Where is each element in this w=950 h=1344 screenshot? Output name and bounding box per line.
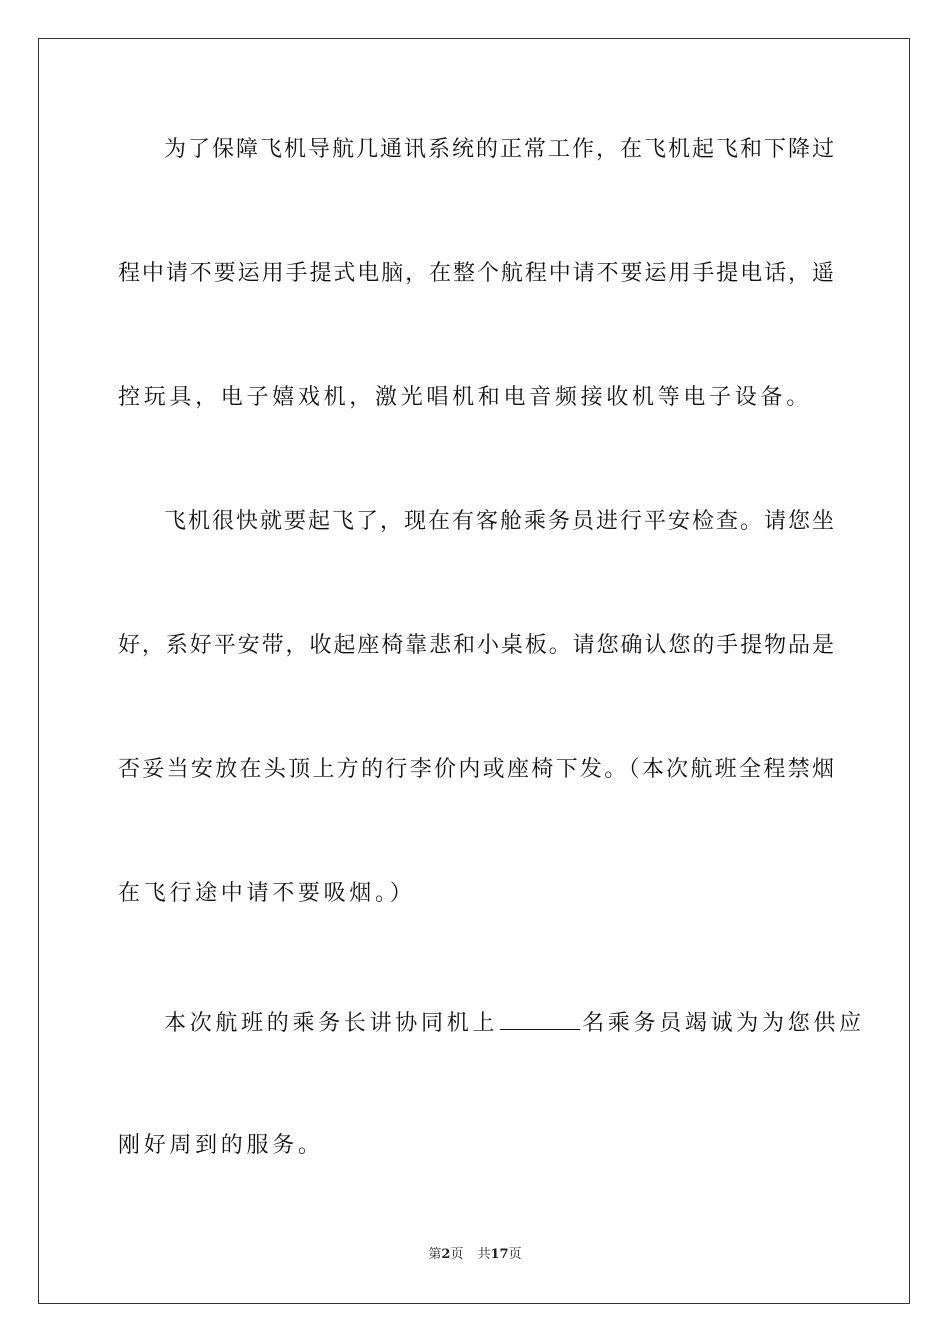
paragraph-2-line-3: 否妥当安放在头顶上方的行李价内或座椅下发。（本次航班全程禁烟 — [118, 757, 834, 782]
paragraph-2-line-1: 飞机很快就要起飞了，现在有客舱乘务员进行平安检查。请您坐 — [164, 509, 834, 534]
page-border — [38, 38, 910, 1304]
paragraph-3-text-after-blank: 名乘务员竭诚为为您供应 — [582, 1011, 865, 1036]
paragraph-3-text-before-blank: 本次航班的乘务长讲协同机上 — [164, 1011, 499, 1036]
footer-page-prefix: 第 — [428, 1247, 442, 1262]
paragraph-1-line-3: 控玩具，电子嬉戏机，激光唱机和电音频接收机等电子设备。 — [118, 385, 812, 410]
paragraph-3-line-1 — [164, 1009, 865, 1039]
fill-in-blank — [500, 1009, 580, 1030]
footer-total-pages: 17 — [490, 1247, 509, 1262]
paragraph-3-line-2: 刚好周到的服务。 — [118, 1133, 324, 1158]
paragraph-2-line-4: 在飞行途中请不要吸烟。） — [118, 881, 416, 906]
paragraph-1-line-2: 程中请不要运用手提式电脑，在整个航程中请不要运用手提电话，遥 — [118, 261, 834, 286]
footer-total-suffix: 页 — [508, 1247, 522, 1262]
footer-total-prefix: 共 — [477, 1247, 491, 1262]
paragraph-1-line-1: 为了保障飞机导航几通讯系统的正常工作，在飞机起飞和下降过 — [164, 137, 834, 162]
paragraph-2-line-2: 好，系好平安带，收起座椅靠悲和小桌板。请您确认您的手提物品是 — [118, 633, 834, 658]
footer-page-suffix: 页 — [450, 1247, 464, 1262]
page-footer — [0, 1246, 950, 1264]
footer-page-number: 2 — [441, 1247, 451, 1262]
